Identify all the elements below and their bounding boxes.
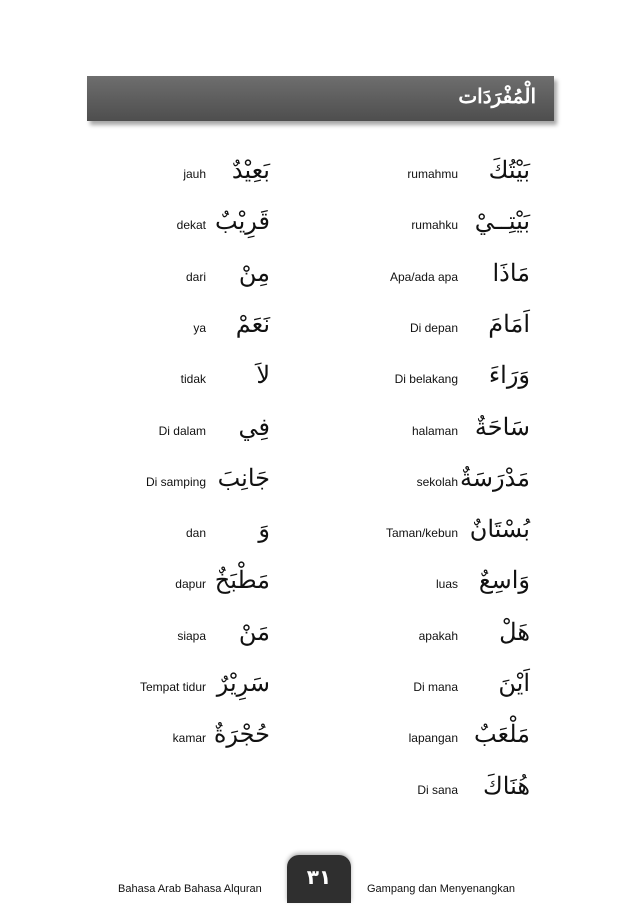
word-meaning: luas bbox=[435, 577, 458, 592]
arabic-word: مَنْ bbox=[238, 617, 270, 646]
word-meaning: halaman bbox=[411, 423, 458, 438]
vocabulary-header-bar bbox=[87, 76, 554, 121]
word-meaning: siapa bbox=[177, 628, 206, 643]
word-meaning: lapangan bbox=[408, 731, 458, 746]
page-number: ٣١ bbox=[306, 865, 332, 889]
arabic-word: قَرِيْبٌ bbox=[215, 207, 270, 236]
word-meaning: Tempat tidur bbox=[139, 680, 206, 694]
arabic-word: مَدْرَسَةٌ bbox=[459, 463, 530, 492]
arabic-word: مَطْبَخٌ bbox=[214, 566, 270, 595]
word-meaning: dapur bbox=[175, 577, 206, 592]
word-meaning: rumahmu bbox=[407, 167, 458, 181]
page-number-badge bbox=[287, 855, 351, 903]
arabic-word: هَلْ bbox=[499, 617, 530, 646]
word-meaning: Di mana bbox=[413, 680, 458, 694]
footer-book-title: Bahasa Arab Bahasa Alquran bbox=[118, 883, 262, 895]
arabic-word: وَاسِعٌ bbox=[478, 566, 530, 595]
word-meaning: Apa/ada apa bbox=[389, 269, 458, 284]
arabic-word: بَعِيْدٌ bbox=[231, 156, 270, 184]
arabic-word: سَاحَةٌ bbox=[474, 412, 530, 441]
footer-tagline: Gampang dan Menyenangkan bbox=[367, 883, 515, 895]
word-meaning: Di samping bbox=[145, 474, 206, 489]
word-meaning: tidak bbox=[180, 372, 206, 387]
word-meaning: Di belakang bbox=[394, 372, 458, 387]
arabic-word: جَانِبَ bbox=[217, 463, 270, 492]
arabic-word: بَيْتِــيْ bbox=[474, 207, 530, 236]
arabic-word: هُنَاكَ bbox=[483, 771, 530, 800]
arabic-word: اَيْنَ bbox=[498, 669, 530, 697]
vocabulary-title: الْمُفْرَدَات bbox=[458, 84, 536, 108]
arabic-word: بَيْتُكَ bbox=[488, 156, 530, 184]
arabic-word: لاَ bbox=[256, 361, 270, 390]
word-meaning: dari bbox=[185, 269, 206, 284]
arabic-word: حُجْرَةٌ bbox=[213, 720, 270, 749]
arabic-word: بُسْتَانٌ bbox=[469, 515, 530, 544]
word-meaning: Di depan bbox=[409, 320, 458, 335]
word-meaning: apakah bbox=[418, 628, 458, 643]
arabic-word: وَرَاءَ bbox=[488, 361, 530, 390]
arabic-word: فِي bbox=[238, 412, 270, 441]
arabic-word: اَمَامَ bbox=[488, 309, 530, 338]
word-meaning: Di sana bbox=[417, 782, 458, 797]
word-meaning: jauh bbox=[183, 167, 206, 181]
arabic-word: نَعَمْ bbox=[235, 309, 270, 338]
word-meaning: dekat bbox=[176, 218, 206, 233]
arabic-word: وَ bbox=[258, 515, 270, 544]
word-meaning: rumahku bbox=[411, 218, 458, 233]
arabic-word: مَاذَا bbox=[492, 258, 530, 287]
word-meaning: Di dalam bbox=[158, 423, 206, 438]
word-meaning: dan bbox=[185, 526, 206, 541]
word-meaning: ya bbox=[193, 320, 206, 335]
arabic-word: مَلْعَبٌ bbox=[474, 720, 530, 749]
arabic-word: مِنْ bbox=[238, 258, 270, 287]
word-meaning: kamar bbox=[172, 731, 206, 746]
arabic-word: سَرِيْرٌ bbox=[216, 669, 270, 697]
word-meaning: Taman/kebun bbox=[385, 526, 458, 541]
word-meaning: sekolah bbox=[416, 474, 458, 489]
